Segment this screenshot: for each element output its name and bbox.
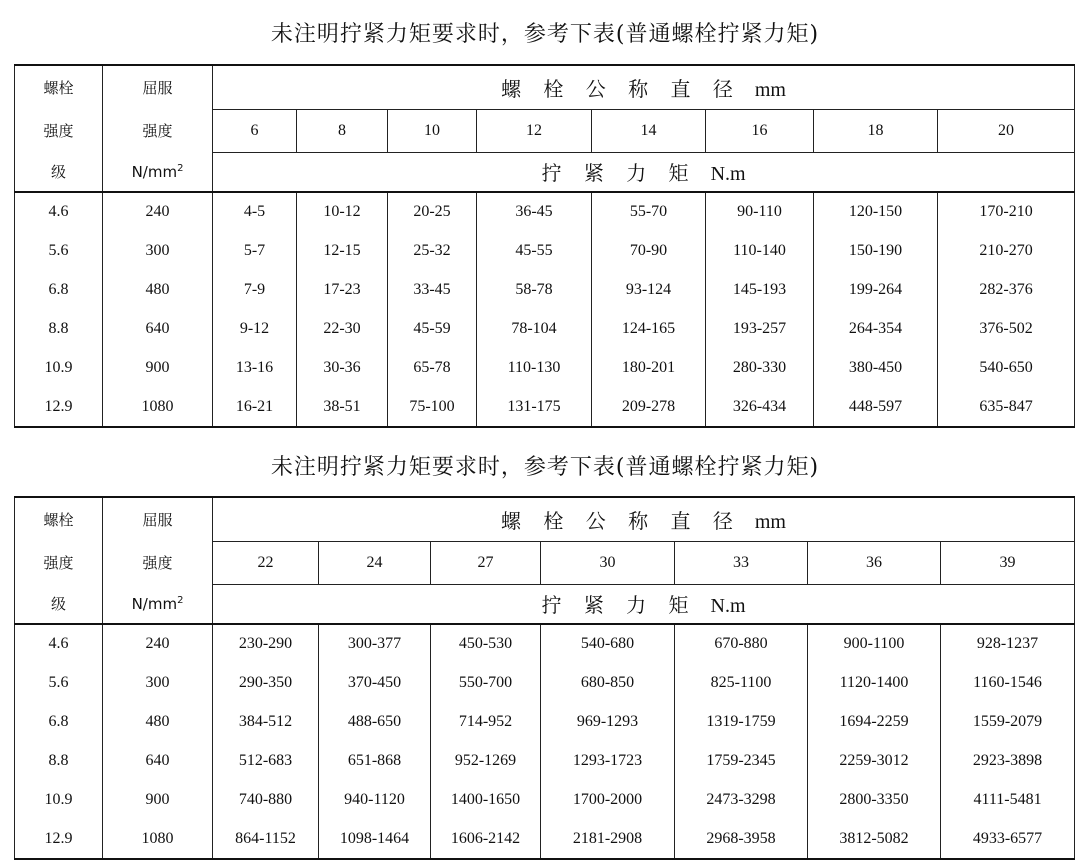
torque-cell: 448-597 bbox=[814, 387, 938, 427]
torque-cell: 22-30 bbox=[297, 309, 388, 348]
torque-cell: 864-1152 bbox=[213, 819, 319, 859]
torque-cell: 2259-3012 bbox=[808, 741, 941, 780]
torque-cell: 33-45 bbox=[388, 270, 477, 309]
grade-cell: 10.9 bbox=[15, 348, 103, 387]
torque-cell: 376-502 bbox=[938, 309, 1075, 348]
torque-cell: 680-850 bbox=[541, 663, 675, 702]
torque-cell: 550-700 bbox=[431, 663, 541, 702]
torque-header bbox=[213, 152, 1075, 192]
torque-cell: 75-100 bbox=[388, 387, 477, 427]
yield-cell: 640 bbox=[103, 741, 213, 780]
torque-cell: 5-7 bbox=[213, 231, 297, 270]
torque-cell: 1559-2079 bbox=[941, 702, 1075, 741]
torque-cell: 90-110 bbox=[706, 192, 814, 231]
torque-cell: 180-201 bbox=[592, 348, 706, 387]
table-1-title: 未注明拧紧力矩要求时，参考下表(普通螺栓拧紧力矩) bbox=[270, 22, 820, 47]
torque-cell: 110-130 bbox=[477, 348, 592, 387]
torque-cell: 4933-6577 bbox=[941, 819, 1075, 859]
torque-cell: 7-9 bbox=[213, 270, 297, 309]
torque-cell: 55-70 bbox=[592, 192, 706, 231]
size-header-cell: 39 bbox=[941, 541, 1075, 584]
torque-table-m22-m39 bbox=[14, 496, 1075, 860]
header-row-diameter bbox=[15, 65, 1075, 109]
yield-cell: 640 bbox=[103, 309, 213, 348]
yield-header-line1: 屈服 bbox=[103, 65, 213, 109]
torque-cell: 124-165 bbox=[592, 309, 706, 348]
torque-cell: 380-450 bbox=[814, 348, 938, 387]
grade-cell: 12.9 bbox=[15, 387, 103, 427]
torque-cell: 264-354 bbox=[814, 309, 938, 348]
nominal-diameter-label: 螺 栓 公 称 直 径 bbox=[501, 76, 741, 101]
size-header-cell: 30 bbox=[541, 541, 675, 584]
size-header-cell: 18 bbox=[814, 109, 938, 152]
torque-cell: 714-952 bbox=[431, 702, 541, 741]
torque-cell: 209-278 bbox=[592, 387, 706, 427]
table-row bbox=[15, 741, 1075, 780]
size-header-cell: 36 bbox=[808, 541, 941, 584]
grade-cell: 4.6 bbox=[15, 192, 103, 231]
torque-cell: 70-90 bbox=[592, 231, 706, 270]
size-header-cell: 10 bbox=[388, 109, 477, 152]
torque-cell: 120-150 bbox=[814, 192, 938, 231]
grade-cell: 6.8 bbox=[15, 270, 103, 309]
table-row bbox=[15, 192, 1075, 231]
grade-cell: 5.6 bbox=[15, 663, 103, 702]
grade-header-line1: 螺栓 bbox=[15, 497, 103, 541]
table-row bbox=[15, 780, 1075, 819]
torque-cell: 9-12 bbox=[213, 309, 297, 348]
header-row-sizes bbox=[15, 109, 1075, 152]
yield-header-line3 bbox=[103, 584, 213, 624]
yield-header-line1: 屈服 bbox=[103, 497, 213, 541]
torque-label: 拧 紧 力 矩 bbox=[541, 161, 697, 186]
yield-cell: 1080 bbox=[103, 819, 213, 859]
torque-cell: 170-210 bbox=[938, 192, 1075, 231]
grade-cell: 5.6 bbox=[15, 231, 103, 270]
torque-unit: N.m bbox=[710, 163, 746, 186]
size-header-cell: 22 bbox=[213, 541, 319, 584]
torque-cell: 969-1293 bbox=[541, 702, 675, 741]
torque-cell: 1319-1759 bbox=[675, 702, 808, 741]
nominal-diameter-label: 螺 栓 公 称 直 径 bbox=[501, 508, 741, 533]
table-row bbox=[15, 270, 1075, 309]
torque-cell: 145-193 bbox=[706, 270, 814, 309]
size-header-cell: 24 bbox=[319, 541, 431, 584]
torque-cell: 1700-2000 bbox=[541, 780, 675, 819]
torque-cell: 540-680 bbox=[541, 624, 675, 663]
table-row bbox=[15, 702, 1075, 741]
torque-cell: 16-21 bbox=[213, 387, 297, 427]
torque-cell: 17-23 bbox=[297, 270, 388, 309]
torque-cell: 635-847 bbox=[938, 387, 1075, 427]
torque-cell: 2181-2908 bbox=[541, 819, 675, 859]
yield-cell: 1080 bbox=[103, 387, 213, 427]
torque-cell: 290-350 bbox=[213, 663, 319, 702]
torque-cell: 38-51 bbox=[297, 387, 388, 427]
torque-cell: 131-175 bbox=[477, 387, 592, 427]
torque-cell: 45-59 bbox=[388, 309, 477, 348]
table-row bbox=[15, 348, 1075, 387]
torque-cell: 13-16 bbox=[213, 348, 297, 387]
torque-unit: N.m bbox=[710, 595, 746, 618]
diameter-unit: mm bbox=[754, 510, 786, 533]
torque-cell: 370-450 bbox=[319, 663, 431, 702]
torque-cell: 10-12 bbox=[297, 192, 388, 231]
grade-header-line2: 强度 bbox=[15, 109, 103, 152]
torque-cell: 230-290 bbox=[213, 624, 319, 663]
size-header-cell: 16 bbox=[706, 109, 814, 152]
size-header-cell: 12 bbox=[477, 109, 592, 152]
torque-cell: 450-530 bbox=[431, 624, 541, 663]
table-row bbox=[15, 309, 1075, 348]
yield-cell: 240 bbox=[103, 192, 213, 231]
torque-label: 拧 紧 力 矩 bbox=[541, 593, 697, 618]
torque-cell: 2968-3958 bbox=[675, 819, 808, 859]
torque-cell: 825-1100 bbox=[675, 663, 808, 702]
torque-cell: 1400-1650 bbox=[431, 780, 541, 819]
torque-cell: 4-5 bbox=[213, 192, 297, 231]
nominal-diameter-header bbox=[213, 497, 1075, 541]
torque-cell: 1120-1400 bbox=[808, 663, 941, 702]
header-row-sizes bbox=[15, 541, 1075, 584]
torque-cell: 1098-1464 bbox=[319, 819, 431, 859]
torque-cell: 93-124 bbox=[592, 270, 706, 309]
header-row-torque bbox=[15, 584, 1075, 624]
header-row-torque bbox=[15, 152, 1075, 192]
yield-header-line2: 强度 bbox=[103, 109, 213, 152]
size-header-cell: 6 bbox=[213, 109, 297, 152]
torque-cell: 512-683 bbox=[213, 741, 319, 780]
torque-cell: 2473-3298 bbox=[675, 780, 808, 819]
torque-cell: 193-257 bbox=[706, 309, 814, 348]
torque-cell: 25-32 bbox=[388, 231, 477, 270]
torque-cell: 1293-1723 bbox=[541, 741, 675, 780]
yield-header-line2: 强度 bbox=[103, 541, 213, 584]
yield-unit-exponent: 2 bbox=[177, 162, 184, 174]
yield-cell: 900 bbox=[103, 780, 213, 819]
grade-cell: 8.8 bbox=[15, 309, 103, 348]
yield-cell: 300 bbox=[103, 663, 213, 702]
torque-cell: 65-78 bbox=[388, 348, 477, 387]
yield-unit: N/mm bbox=[131, 594, 178, 613]
yield-unit-exponent: 2 bbox=[177, 594, 184, 606]
torque-cell: 36-45 bbox=[477, 192, 592, 231]
yield-header-line3 bbox=[103, 152, 213, 192]
torque-cell: 280-330 bbox=[706, 348, 814, 387]
grade-cell: 6.8 bbox=[15, 702, 103, 741]
torque-cell: 2800-3350 bbox=[808, 780, 941, 819]
torque-header bbox=[213, 584, 1075, 624]
diameter-unit: mm bbox=[754, 78, 786, 101]
torque-cell: 952-1269 bbox=[431, 741, 541, 780]
torque-cell: 2923-3898 bbox=[941, 741, 1075, 780]
table-row bbox=[15, 231, 1075, 270]
torque-cell: 740-880 bbox=[213, 780, 319, 819]
table-row bbox=[15, 624, 1075, 663]
grade-cell: 12.9 bbox=[15, 819, 103, 859]
torque-cell: 199-264 bbox=[814, 270, 938, 309]
torque-cell: 3812-5082 bbox=[808, 819, 941, 859]
torque-cell: 30-36 bbox=[297, 348, 388, 387]
torque-cell: 12-15 bbox=[297, 231, 388, 270]
grade-header-line1: 螺栓 bbox=[15, 65, 103, 109]
header-row-diameter bbox=[15, 497, 1075, 541]
yield-unit: N/mm bbox=[131, 162, 178, 181]
table-row bbox=[15, 387, 1075, 427]
table-2-title: 未注明拧紧力矩要求时，参考下表(普通螺栓拧紧力矩) bbox=[270, 455, 820, 480]
torque-cell: 900-1100 bbox=[808, 624, 941, 663]
torque-cell: 928-1237 bbox=[941, 624, 1075, 663]
torque-cell: 210-270 bbox=[938, 231, 1075, 270]
torque-cell: 150-190 bbox=[814, 231, 938, 270]
torque-cell: 110-140 bbox=[706, 231, 814, 270]
torque-cell: 45-55 bbox=[477, 231, 592, 270]
size-header-cell: 14 bbox=[592, 109, 706, 152]
torque-cell: 651-868 bbox=[319, 741, 431, 780]
torque-cell: 78-104 bbox=[477, 309, 592, 348]
torque-cell: 540-650 bbox=[938, 348, 1075, 387]
torque-cell: 1759-2345 bbox=[675, 741, 808, 780]
torque-cell: 300-377 bbox=[319, 624, 431, 663]
nominal-diameter-header bbox=[213, 65, 1075, 109]
yield-cell: 900 bbox=[103, 348, 213, 387]
torque-cell: 58-78 bbox=[477, 270, 592, 309]
torque-cell: 20-25 bbox=[388, 192, 477, 231]
table-row bbox=[15, 663, 1075, 702]
size-header-cell: 27 bbox=[431, 541, 541, 584]
grade-header-line3: 级 bbox=[15, 152, 103, 192]
torque-cell: 1160-1546 bbox=[941, 663, 1075, 702]
grade-cell: 4.6 bbox=[15, 624, 103, 663]
torque-cell: 488-650 bbox=[319, 702, 431, 741]
torque-cell: 282-376 bbox=[938, 270, 1075, 309]
torque-cell: 670-880 bbox=[675, 624, 808, 663]
table-row bbox=[15, 819, 1075, 859]
yield-cell: 300 bbox=[103, 231, 213, 270]
grade-header-line2: 强度 bbox=[15, 541, 103, 584]
yield-cell: 480 bbox=[103, 270, 213, 309]
size-header-cell: 8 bbox=[297, 109, 388, 152]
grade-header-line3: 级 bbox=[15, 584, 103, 624]
torque-cell: 326-434 bbox=[706, 387, 814, 427]
grade-cell: 10.9 bbox=[15, 780, 103, 819]
torque-table-m6-m20 bbox=[14, 64, 1075, 428]
torque-cell: 1694-2259 bbox=[808, 702, 941, 741]
torque-cell: 4111-5481 bbox=[941, 780, 1075, 819]
size-header-cell: 33 bbox=[675, 541, 808, 584]
torque-cell: 940-1120 bbox=[319, 780, 431, 819]
yield-cell: 480 bbox=[103, 702, 213, 741]
size-header-cell: 20 bbox=[938, 109, 1075, 152]
grade-cell: 8.8 bbox=[15, 741, 103, 780]
yield-cell: 240 bbox=[103, 624, 213, 663]
torque-cell: 1606-2142 bbox=[431, 819, 541, 859]
torque-cell: 384-512 bbox=[213, 702, 319, 741]
